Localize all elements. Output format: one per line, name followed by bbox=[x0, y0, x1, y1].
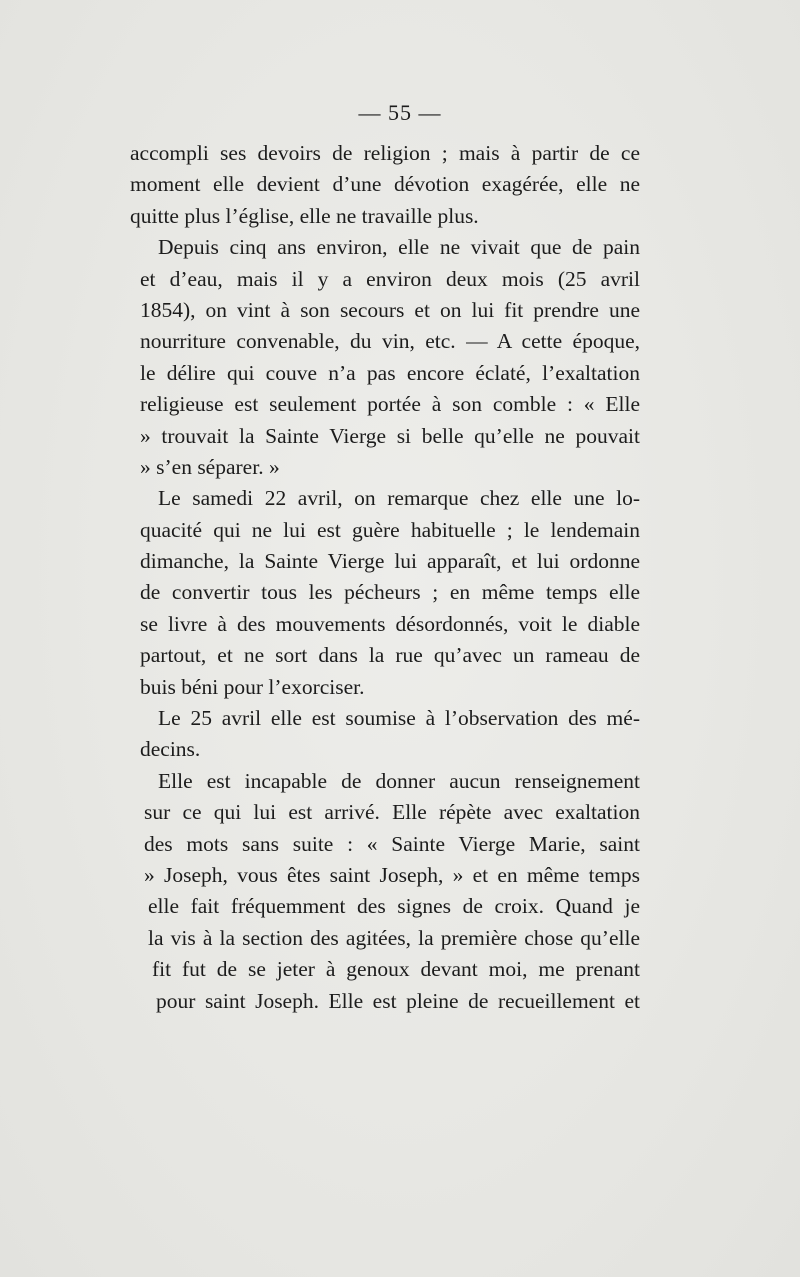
text-line: quacité qui ne lui est guère habituelle ; le lendemain bbox=[140, 517, 640, 542]
text-line: partout, et ne sort dans la rue qu’avec un rameau de bbox=[140, 643, 640, 668]
text-line: fit fut de se jeter à genoux devant moi, me prenant bbox=[152, 957, 640, 982]
text-line: » Joseph, vous êtes saint Joseph, » et en même temps bbox=[144, 862, 640, 887]
text-line: elle fait fréquemment des signes de croix. Quand je bbox=[148, 894, 640, 919]
text-line: » s’en séparer. » bbox=[140, 454, 280, 479]
text-line: » trouvait la Sainte Vierge si belle qu’elle ne pouvait bbox=[140, 423, 640, 448]
text-line: decins. bbox=[140, 737, 201, 762]
text-line: moment elle devient d’une dévotion exagérée, elle ne bbox=[130, 172, 640, 197]
text-line: se livre à des mouvements désordonnés, voit le diable bbox=[140, 611, 640, 636]
text-line: 1854), on vint à son secours et on lui fit prendre une bbox=[140, 297, 640, 322]
text-line: Le 25 avril elle est soumise à l’observation des mé- bbox=[158, 706, 640, 731]
text-line: de convertir tous les pécheurs ; en même temps elle bbox=[140, 580, 640, 605]
text-line: accompli ses devoirs de religion ; mais à partir de ce bbox=[130, 141, 640, 165]
page-number: — 55 — bbox=[358, 100, 442, 125]
text-line: Depuis cinq ans environ, elle ne vivait que de pain bbox=[158, 235, 640, 260]
text-line: buis béni pour l’exorciser. bbox=[140, 674, 365, 699]
text-line: dimanche, la Sainte Vierge lui apparaît, et lui ordonne bbox=[140, 549, 640, 574]
text-line: nourriture convenable, du vin, etc. — A cette époque, bbox=[140, 329, 640, 354]
text-line: pour saint Joseph. Elle est pleine de recueillement et bbox=[156, 988, 640, 1013]
text-line: sur ce qui lui est arrivé. Elle répète avec exaltation bbox=[144, 800, 640, 825]
text-line: Le samedi 22 avril, on remarque chez elle une lo- bbox=[158, 486, 640, 511]
text-line: le délire qui couve n’a pas encore éclaté, l’exaltation bbox=[140, 360, 640, 385]
text-line: Elle est incapable de donner aucun renseignement bbox=[158, 768, 640, 793]
text-line: des mots sans suite : « Sainte Vierge Marie, saint bbox=[144, 831, 640, 856]
text-line: quitte plus l’église, elle ne travaille plus. bbox=[130, 203, 479, 228]
text-line: et d’eau, mais il y a environ deux mois (25 avril bbox=[140, 266, 640, 291]
text-line: la vis à la section des agitées, la première chose qu’elle bbox=[148, 925, 640, 950]
body-text bbox=[130, 138, 640, 1017]
text-line: religieuse est seulement portée à son comble : « Elle bbox=[140, 392, 640, 417]
